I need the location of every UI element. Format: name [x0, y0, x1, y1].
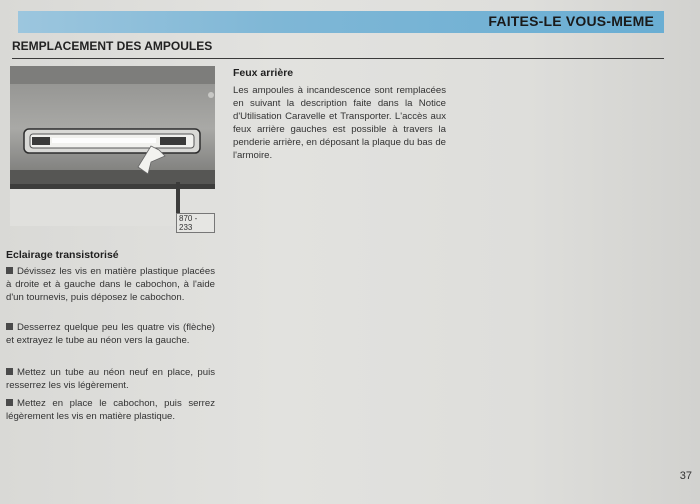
rear-lights-paragraph: Les ampoules à incandescence sont remplacées en suivant la description faite dans la Notice d'Utilisation Caravelle et Transporter. L'accès aux feux arrière gauches est possible à travers la penderie arrière, en déposant la plaque du bas de l'armoire.: [233, 85, 446, 161]
step-text: Mettez en place le cabochon, puis serrez légèrement les vis en matière plastique.: [6, 398, 215, 422]
step-text: Mettez un tube au néon neuf en place, puis resserrez les vis légèrement.: [6, 367, 215, 391]
step-item: [6, 266, 215, 304]
step-text: Desserrez quelque peu les quatre vis (flèche) et extrayez le tube au néon vers la gauche.: [6, 322, 215, 346]
step-bullet-icon: [6, 368, 13, 375]
rear-lights-heading: Feux arrière: [233, 67, 294, 79]
transistor-heading: Eclairage transistorisé: [6, 249, 119, 261]
figure-code-label: 870 - 233: [176, 213, 215, 233]
step-item: [6, 367, 215, 393]
step-bullet-icon: [6, 399, 13, 406]
step-item: [6, 322, 215, 348]
step-bullet-icon: [6, 267, 13, 274]
section-title: REMPLACEMENT DES AMPOULES: [12, 39, 213, 53]
step-bullet-icon: [6, 323, 13, 330]
section-divider: [12, 58, 664, 59]
header-bar: [18, 11, 664, 33]
step-text: Dévissez les vis en matière plastique placées à droite et à gauche dans le cabochon, à l'aide d'un tournevis, puis déposez le cabochon.: [6, 266, 215, 303]
lamp-photo-image: [10, 66, 215, 226]
lamp-illustration: [10, 66, 215, 232]
header-title: FAITES-LE VOUS-MEME: [488, 13, 654, 29]
step-item: [6, 398, 215, 424]
page-number: 37: [679, 470, 692, 482]
